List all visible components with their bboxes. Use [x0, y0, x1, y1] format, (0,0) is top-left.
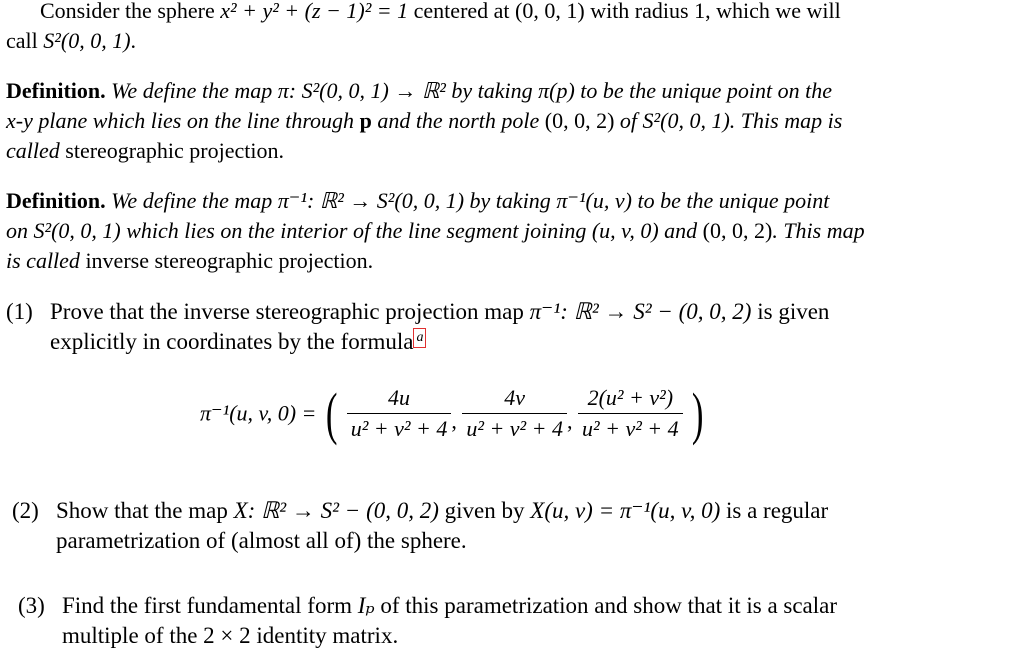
- def-text: is called: [6, 248, 80, 273]
- exercise-item-2: [12, 496, 1012, 560]
- def2-line-1: [6, 186, 981, 216]
- def-text: to be the unique point: [631, 188, 830, 213]
- item3-line-1: [62, 591, 1007, 621]
- def-text: . This map: [772, 218, 865, 243]
- def-text: which lies on the interior of the line segment joining: [120, 218, 592, 243]
- item1-line-2: [50, 327, 1000, 357]
- intro-text: Consider the sphere: [40, 0, 221, 23]
- item2-line-2: [56, 526, 1011, 556]
- item-text: parametrization of (almost all of) the sphere.: [56, 528, 467, 553]
- math-expr: X(u, v) = π⁻¹(u, v, 0): [530, 498, 721, 523]
- exercise-item-1: [6, 297, 1006, 361]
- math-expr: Iₚ: [357, 593, 375, 618]
- item-text: is given: [751, 299, 830, 324]
- denominator: u² + v² + 4: [347, 413, 452, 444]
- center-point: (0, 0, 1): [515, 0, 585, 23]
- inverse-projection-formula: [200, 380, 840, 453]
- item2-line-1: [56, 496, 1011, 526]
- fraction-x: [347, 383, 452, 444]
- item3-line-2: [62, 621, 1007, 651]
- math-expr: π⁻¹(u, v): [556, 188, 632, 213]
- intro-text: centered at: [408, 0, 516, 23]
- intro-line-2: [6, 26, 981, 56]
- point-002: (0, 0, 2): [702, 218, 773, 243]
- def-text: called: [6, 138, 60, 163]
- item-number: (2): [12, 498, 39, 523]
- item-text: of this parametrization and show that it is a scalar: [374, 593, 838, 618]
- intro-text: .: [130, 28, 137, 53]
- item-text: explicitly in coordinates by the formula: [50, 329, 414, 354]
- numerator: 4v: [504, 385, 526, 410]
- def-text: We define the map: [105, 188, 278, 213]
- def1-line-3: [6, 136, 981, 166]
- map-notation: X: ℝ² → S² − (0, 0, 2): [233, 498, 439, 523]
- def-text: . This map is: [729, 108, 843, 133]
- def-text: to be the unique point on the: [574, 78, 833, 103]
- term-inverse-stereographic: inverse stereographic projection.: [79, 248, 374, 273]
- definition-label: Definition.: [6, 188, 106, 213]
- def-text: on: [6, 218, 34, 243]
- north-pole: (0, 0, 2): [544, 108, 615, 133]
- sphere-name: S²(0, 0, 1): [43, 28, 131, 53]
- intro-text: with radius 1, which we will: [584, 0, 841, 23]
- map-notation: π: S²(0, 0, 1) → ℝ²: [277, 78, 446, 103]
- sphere-name: S²(0, 0, 1): [642, 108, 730, 133]
- map-notation: π⁻¹: ℝ² → S²(0, 0, 1): [277, 188, 465, 213]
- footnote-link[interactable]: a: [413, 328, 426, 348]
- left-paren: (: [325, 380, 338, 446]
- item-text: multiple of the 2 × 2 identity matrix.: [62, 623, 399, 648]
- definition-stereographic: [6, 76, 981, 166]
- item-number: (1): [6, 299, 33, 324]
- item1-line-1: [50, 297, 1000, 327]
- def-text: of: [614, 108, 643, 133]
- point-uv0: (u, v, 0): [591, 218, 659, 243]
- def2-line-2: [6, 216, 981, 246]
- definition-label: Definition.: [6, 78, 106, 103]
- intro-line-1: [6, 0, 981, 26]
- sphere-name: S²(0, 0, 1): [33, 218, 121, 243]
- denominator: u² + v² + 4: [462, 413, 567, 444]
- item-number: (3): [18, 593, 45, 618]
- intro-text: call: [6, 28, 44, 53]
- term-stereographic: stereographic projection.: [59, 138, 284, 163]
- fraction-y: [462, 383, 567, 444]
- point-p: p: [359, 108, 372, 133]
- numerator: 4u: [388, 385, 411, 410]
- def1-line-1: [6, 76, 981, 106]
- math-expr: π(p): [538, 78, 575, 103]
- formula-lhs: π⁻¹(u, v, 0) =: [200, 400, 317, 426]
- item-text: Find the first fundamental form: [62, 593, 358, 618]
- sphere-equation: x² + y² + (z − 1)² = 1: [220, 0, 409, 23]
- definition-inverse-stereographic: [6, 186, 981, 276]
- def-text: and: [658, 218, 703, 243]
- fraction-z: [578, 383, 683, 444]
- item-text: Show that the map: [56, 498, 234, 523]
- def-text: and the north pole: [371, 108, 545, 133]
- item-text: given by: [438, 498, 531, 523]
- denominator: u² + v² + 4: [578, 413, 683, 444]
- comma: ,: [451, 408, 457, 434]
- def2-line-3: [6, 246, 981, 276]
- exercise-item-3: [18, 591, 1008, 655]
- def-text: x-y plane which lies on the line through: [6, 108, 360, 133]
- comma: ,: [567, 408, 573, 434]
- def-text: by taking: [464, 188, 557, 213]
- map-notation: π⁻¹: ℝ² → S² − (0, 0, 2): [529, 299, 752, 324]
- def1-line-2: [6, 106, 981, 136]
- numerator: 2(u² + v²): [587, 385, 674, 410]
- def-text: by taking: [445, 78, 539, 103]
- def-text: We define the map: [105, 78, 278, 103]
- intro-paragraph: [6, 0, 981, 56]
- item-text: is a regular: [720, 498, 829, 523]
- item-text: Prove that the inverse stereographic projection map: [50, 299, 530, 324]
- right-paren: ): [692, 380, 704, 446]
